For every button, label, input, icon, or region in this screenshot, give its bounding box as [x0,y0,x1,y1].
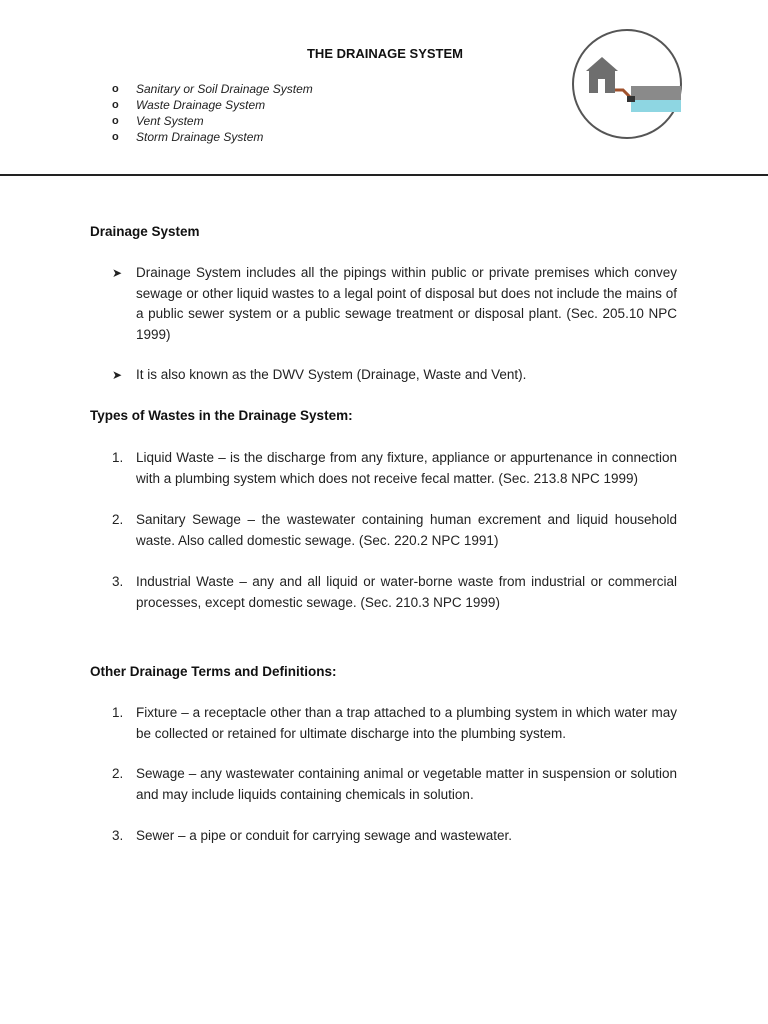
other-terms-list [112,703,677,847]
list-item: ➤ It is also known as the DWV System (Drainage, Waste and Vent). [112,365,677,386]
topic-item: o Sanitary or Soil Drainage System [112,82,313,96]
bullet-icon: o [112,99,119,111]
header-divider [0,174,768,176]
topic-item: o Storm Drainage System [112,130,264,144]
section-heading-types-of-wastes: Types of Wastes in the Drainage System: [90,408,353,423]
drainage-logo-icon [571,28,683,140]
water-icon [631,100,681,112]
house-door-icon [598,79,605,93]
topic-item: o Waste Drainage System [112,98,266,112]
arrow-bullet-icon: ➤ [112,368,123,382]
ground-block-icon [631,86,681,100]
topic-item: o Vent System [112,114,204,128]
outlet-icon [627,96,635,102]
bullet-icon: o [112,131,119,143]
section-heading-other-terms: Other Drainage Terms and Definitions: [90,664,337,679]
list-item: ➤ Drainage System includes all the pipings within public or private premises which convey sewage or other liquid wastes to a legal point of disposal but does not include the mains of a public sewer system or a public sewage treatment or disposal plant. (Sec. 205.10 NPC 1999) [112,265,677,342]
list-item: 1. Fixture – a receptacle other than a trap attached to a plumbing system in which water may be collected or retained for ultimate discharge into the plumbing system. [112,705,677,741]
drainage-system-bullets [112,263,677,386]
bullet-icon: o [112,83,119,95]
list-item: 1. Liquid Waste – is the discharge from any fixture, appliance or appurtenance in connection with a plumbing system which does not receive fecal matter. (Sec. 213.8 NPC 1999) [112,450,677,486]
list-item: 3. Sewer – a pipe or conduit for carrying sewage and wastewater. [112,828,512,843]
section-heading-drainage-system: Drainage System [90,224,200,239]
list-item: 2. Sewage – any wastewater containing animal or vegetable matter in suspension or solution and may include liquids containing chemicals in solution. [112,766,677,802]
list-item: 2. Sanitary Sewage – the wastewater containing human excrement and liquid household waste. Also called domestic sewage. (Sec. 220.2 NPC 1991) [112,512,677,548]
topic-list [112,81,313,145]
types-of-wastes-list [112,448,677,613]
list-item: 3. Industrial Waste – any and all liquid or water-borne waste from industrial or commercial processes, except domestic sewage. (Sec. 210.3 NPC 1999) [112,574,677,610]
arrow-bullet-icon: ➤ [112,266,123,280]
page-title: THE DRAINAGE SYSTEM [306,46,463,61]
bullet-icon: o [112,115,119,127]
